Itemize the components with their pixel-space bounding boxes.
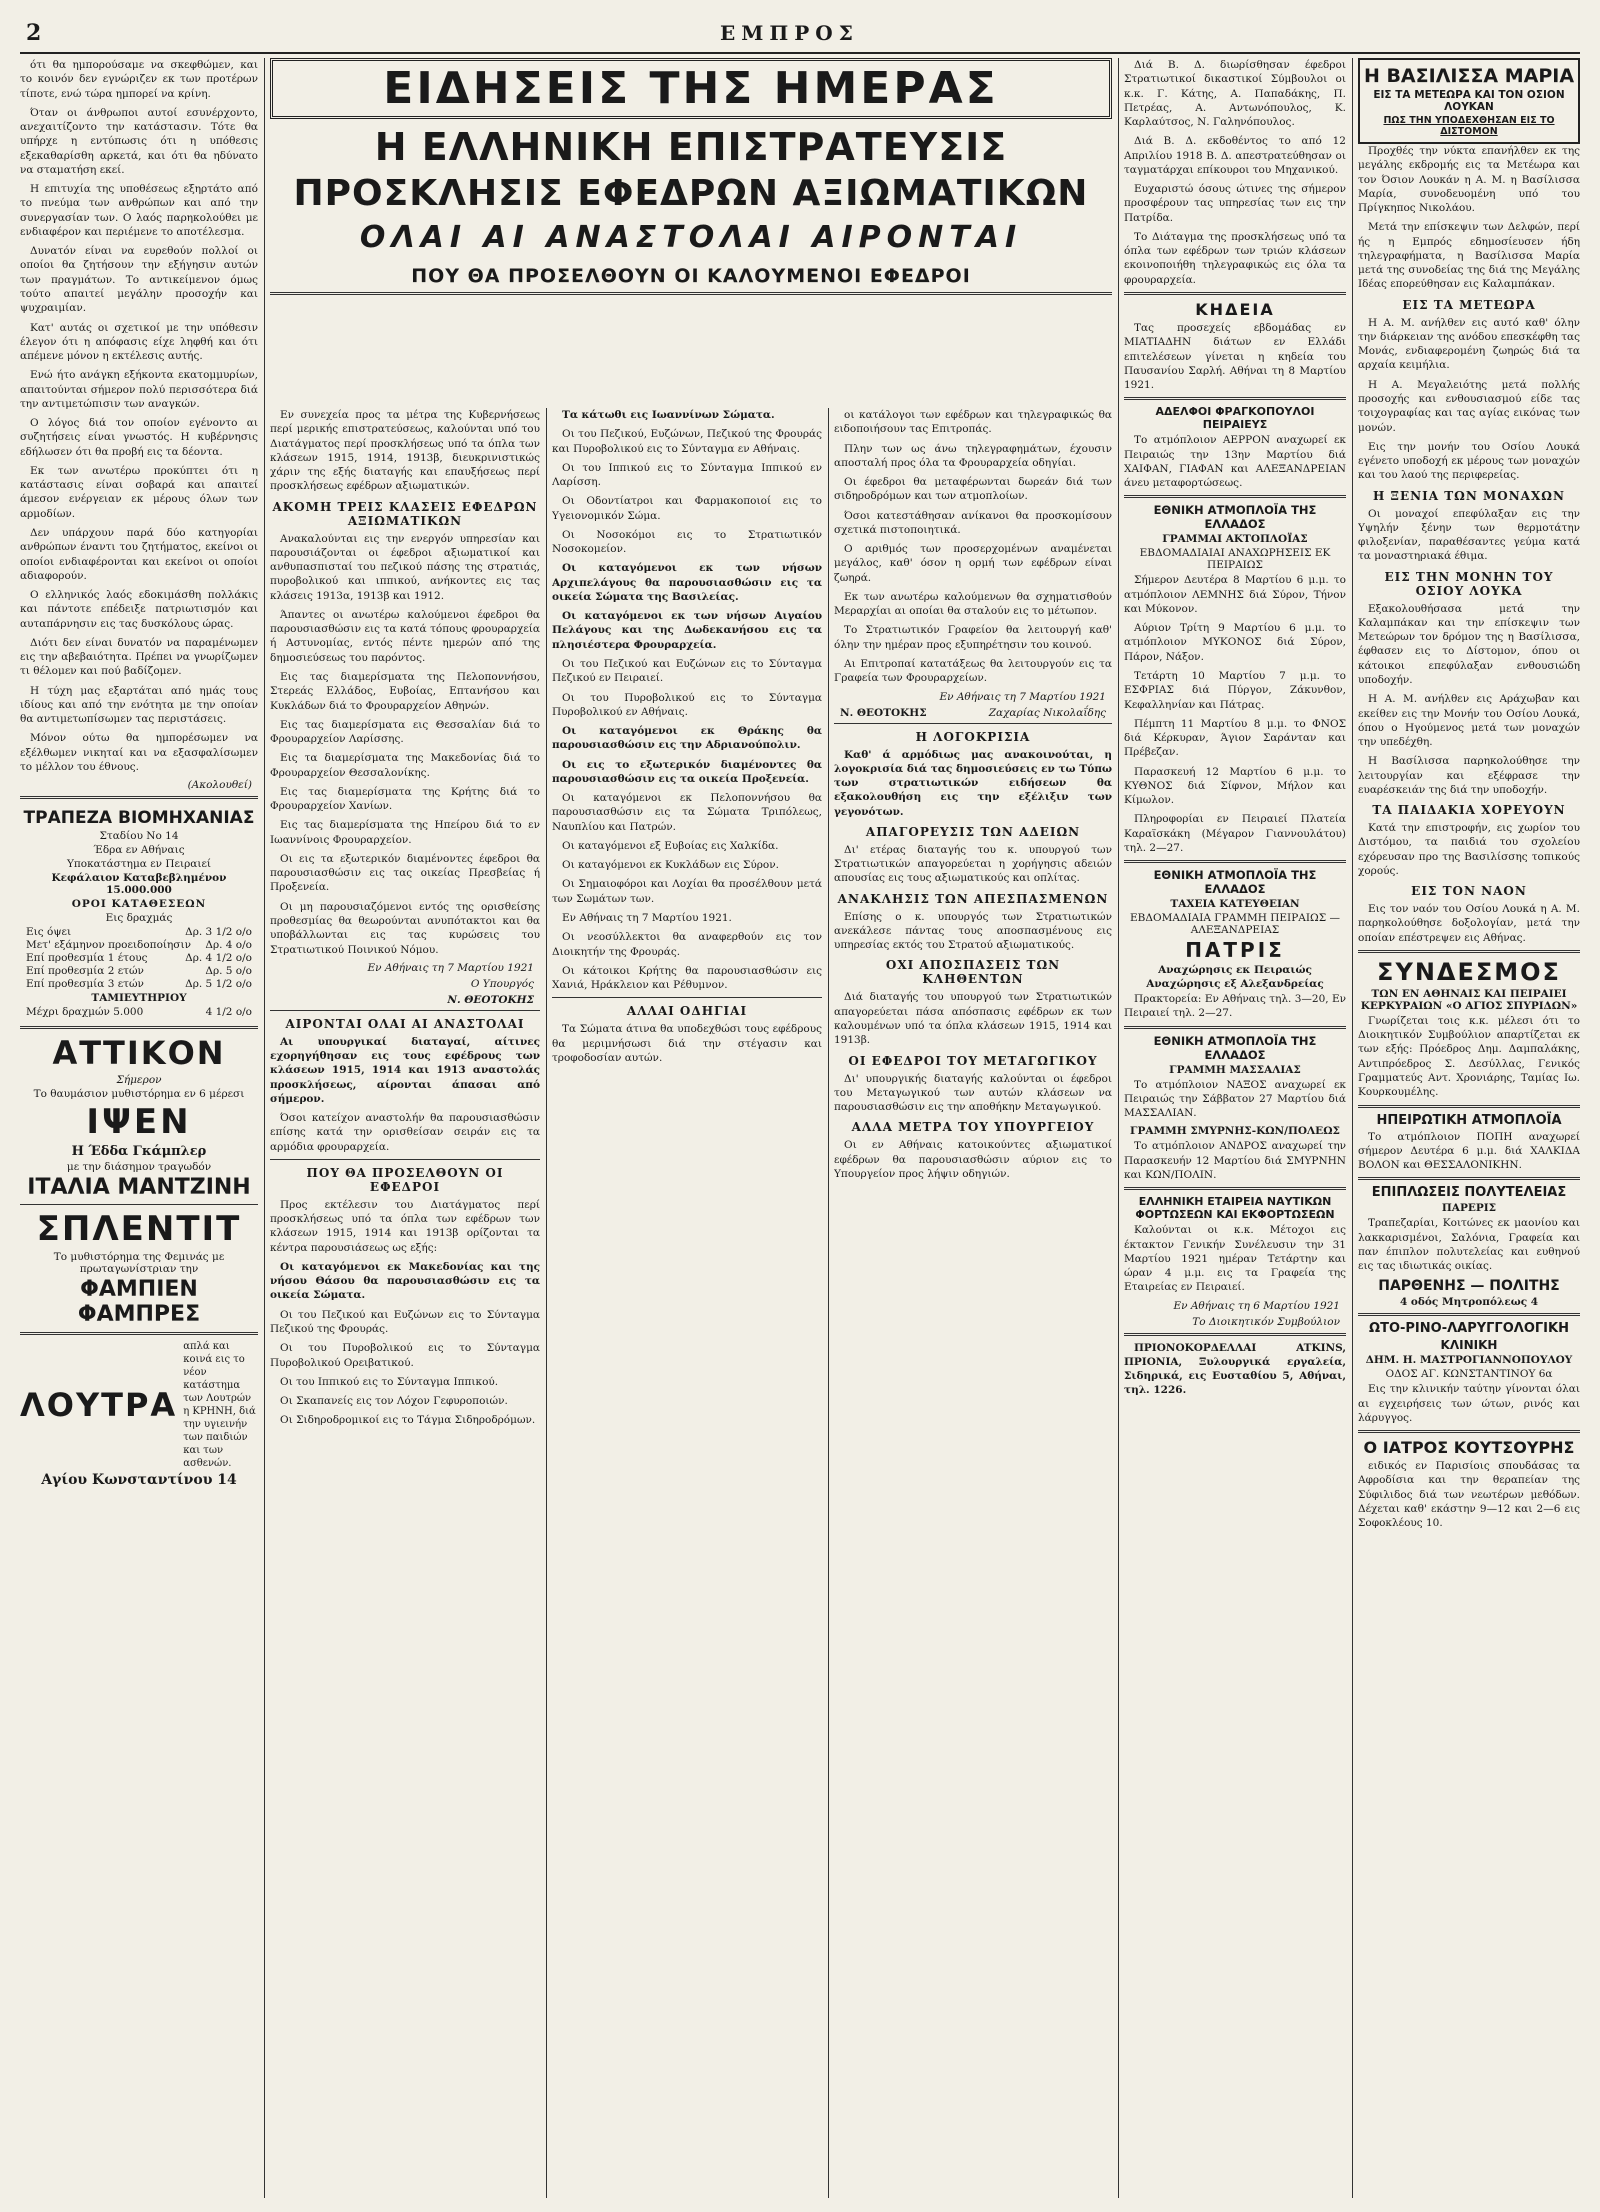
shipping-line-2: ΓΡΑΜΜΗ ΣΜΥΡΝΗΣ-ΚΩΝ/ΠΟΛΕΩΣ <box>1130 1125 1340 1138</box>
deposit-rate-row <box>26 926 252 938</box>
paragraph: Οι μοναχοί επεφύλαξαν εις την Υψηλήν ξένην των θερμοτάτην φιλοξενίαν, παραθέσαντες γεύμα κατά τα μοναστηριακά έθιμα. <box>1358 507 1580 563</box>
continued-note: (Ακολουθεί) <box>187 779 252 792</box>
bank-advertisement <box>20 804 258 1021</box>
divider <box>1124 397 1346 400</box>
column-1 <box>20 58 258 2198</box>
ship-ad-text: Το ατμόπλοιον ΠΟΠΗ αναχωρεί σήμερον Δευτέρα 6 μ.μ. διά ΧΑΛΚΙΔΑ ΒΟΛΟΝ και ΘΕΣΣΑΛΟΝΙΚΗΝ. <box>1358 1130 1580 1172</box>
shipping-notice-4 <box>1124 1034 1346 1183</box>
furniture-subtitle: ΠΑΡΕΡΙΣ <box>1441 1202 1497 1215</box>
divider <box>1124 495 1346 498</box>
divider <box>20 1026 258 1029</box>
deposit-rate-label: Επί προθεσμία 1 έτους <box>26 952 148 965</box>
paragraph: Οι εις τα εξωτερικόν διαμένοντες έφεδροι θα παρουσιασθώσιν εις τας οικείας Πρεσβείας ή Προξενεία. <box>270 852 540 894</box>
divider <box>1124 1333 1346 1336</box>
cinema-advertisement <box>20 1034 258 1327</box>
association-text: Γνωρίζεται τοις κ.κ. μέλεσι ότι το Διοικητικόν Συμβούλιον απαρτίζεται εκ των εξής: Πρόεδρος Δημ. Δαμπαλάκης, Αντιπρόεδρος Σ. Δεσύλλας, Γενικός Γραμματεύς Αντ. Χρονιάρης, Ταμίας Ιω. Κουρκουμέλης. <box>1358 1014 1580 1099</box>
paragraph: Ενώ ήτο ανάγκη εξήκοντα εκατομμυρίων, απαιτούνται σήμερον πολύ περισσότερα διά την αντιμετώπισιν των αναγκών. <box>20 369 258 410</box>
subheading: ΠΟΥ ΘΑ ΠΡΟΣΕΛΘΟΥΝ ΟΙ ΕΦΕΔΡΟΙ <box>306 1165 504 1194</box>
furniture-title: ΕΠΙΠΛΩΣΕΙΣ ΠΟΛΥΤΕΛΕΙΑΣ <box>1371 1185 1567 1201</box>
currency-note: Εις δραχμάς <box>105 912 173 925</box>
column-rule <box>828 408 829 2198</box>
paragraph: Οι Νοσοκόμοι εις το Στρατιωτικόν Νοσοκομείον. <box>552 528 822 556</box>
paragraph: Μετά την επίσκεψιν των Δελφών, περί ής η Εμπρός εδημοσίευσεν ήδη τηλεγραφήματα, η Βασίλισσα Μαρία μετά της συνοδείας της διά της Μεγάλης Ιδέας επορεύθησαν εις Καλαμπάκαν. <box>1358 221 1580 291</box>
lead-intro: με την διάσημον τραγωδόν <box>66 1161 212 1174</box>
film-intro: Το θαυμάσιον μυθιστόρημα εν 6 μέρεσι <box>33 1088 245 1101</box>
deposit-rate-value: Δρ. 5 1/2 ο/ο <box>185 978 252 991</box>
savings-rate-value: 4 1/2 ο/ο <box>205 1006 252 1019</box>
column-5 <box>1124 58 1346 2198</box>
divider <box>1358 1177 1580 1180</box>
shipping-line-2: ΕΒΔΟΜΑΔΙΑΙΑΙ ΑΝΑΧΩΡΗΣΕΙΣ ΕΚ ΠΕΙΡΑΙΩΣ <box>1139 547 1331 572</box>
paragraph: Αι υπουργικαί διαταγαί, αίτινες εχορηγήθησαν εις τους εφέδρους των κλάσεων 1915, 1914 και 1913 αναστολάς προσκλήσεως, αίρονται άπασαι από σήμερον. <box>270 1035 540 1105</box>
paragraph: Ευχαριστώ όσους ώτινες της σήμερον προσφέρουν τας υπηρεσίας των εις την Πατρίδα. <box>1124 183 1346 224</box>
paragraph: Πλην των ως άνω τηλεγραφημάτων, έχουσιν αποσταλή προς όλα τα Φρουραρχεία οδηγίαι. <box>834 442 1112 469</box>
paragraph: Ο ελληνικός λαός εδοκιμάσθη πολλάκις και πάντοτε επέδειξε πατριωτισμόν και αυταπάρνησιν εις τας δυσκόλους ώρας. <box>20 589 258 630</box>
paragraph: Η Α. Μ. ανήλθεν εις Αράχωβαν και εκείθεν εις την Μονήν του Οσίου Λουκά, όπου ο Ηγούμενος μετά των μοναχών την υπεδέχθη. <box>1358 693 1580 749</box>
subheading: ΟΙ ΕΦΕΔΡΟΙ ΤΟΥ ΜΕΤΑΓΩΓΙΚΟΥ <box>848 1053 1098 1068</box>
divider <box>1124 1187 1346 1190</box>
deposit-rates-list <box>22 926 256 990</box>
show-date: Σήμερον <box>116 1074 162 1087</box>
sailing-item: Αύριον Τρίτη 9 Μαρτίου 6 μ.μ. το ατμόπλοιον ΜΥΚΟΝΟΣ διά Σύρον, Πάρον, Νάξον. <box>1124 622 1346 663</box>
doctor-text: ειδικός εν Παρισίοις σπουδάσας τα Αφροδίσια και την θεραπείαν της Σύφιλιδος διά των νεωτέρων μεθόδων. Δέχεται καθ' εκάστην 9—12 και 2—6 εις Σοφοκλέους 10. <box>1358 1460 1580 1530</box>
main-headline-block <box>270 58 1112 403</box>
paragraph: Οι εις το εξωτερικόν διαμένοντες θα παρουσιασθώσιν εις τα οικεία Προξενεία. <box>552 758 822 785</box>
lead-actress-2: ΦΑΜΠΙΕΝ ΦΑΜΠΡΕΣ <box>77 1277 201 1328</box>
column-4 <box>834 408 1112 2198</box>
paragraph: Οι του Πεζικού, Ευζώνων, Πεζικού της Φρουράς και Πυροβολικού εις το Σύνταγμα εν Αθήναις. <box>552 428 822 455</box>
paragraph: Οι του Πεζικού και Ευζώνων εις το Σύνταγμα Πεζικού εν Πειραιεί. <box>552 657 822 685</box>
shipping-contact: Πληροφορίαι εν Πειραιεί Πλατεία Καραϊσκάκη (Μέγαρον Γιαννουλάτου) τηλ. 2—27. <box>1124 813 1346 854</box>
ship-ad-title: ΗΠΕΙΡΩΤΙΚΗ ΑΤΜΟΠΛΟΪΑ <box>1376 1112 1562 1128</box>
funeral-heading: ΚΗΔΕΙΑ <box>1195 299 1275 319</box>
paragraph: Εκ των ανωτέρω καλούμενων θα σχηματισθούν Μεραρχίαι αι οποίαι θα σταλούν εις το μέτωπον. <box>834 590 1112 618</box>
subheading: ΑΛΛΑ ΜΕΤΡΑ ΤΟΥ ΥΠΟΥΡΓΕΙΟΥ <box>851 1120 1095 1135</box>
film-intro-2: Το μυθιστόρημα της Φεμινάς με πρωταγωνίστριαν την <box>53 1251 225 1276</box>
sailing-item: Παρασκευή 12 Μαρτίου 6 μ.μ. το ΚΥΘΝΟΣ διά Σίφνον, Μήλον και Κίμωλον. <box>1124 765 1346 807</box>
paragraph: Οι καταγόμενοι εξ Ευβοίας εις Χαλκίδα. <box>562 839 779 852</box>
clinic-title: ΩΤΟ-ΡΙΝΟ-ΛΑΡΥΓΓΟΛΟΓΙΚΗ <box>1369 1321 1569 1337</box>
paragraph: Το Διάταγμα της προσκλήσεως υπό τα όπλα των εφέδρων των τριών κλάσεων εκοινοποιήθη τηλεγραφικώς εις όλα τα φρουραρχεία. <box>1124 230 1346 286</box>
headline-tertiary: ΟΛΑΙ ΑΙ ΑΝΑΣΤΟΛΑΙ ΑΙΡΟΝΤΑΙ <box>359 220 1023 255</box>
paragraph: Δι' υπουργικής διαταγής καλούνται οι έφεδροι του Μεταγωγικού των αυτών κλάσεων να παρουσιασθώσιν εις την αποθήκην Μεταγωγικού. <box>834 1072 1112 1114</box>
deposit-rate-label: Μετ' εξάμηνον προειδοποίησιν <box>26 939 191 952</box>
secretary-name: Ζαχαρίας Νικολαΐδης <box>988 706 1106 719</box>
shipping-notice-3 <box>1124 868 1346 1021</box>
page-number: 2 <box>26 20 42 46</box>
divider <box>1124 292 1346 295</box>
shipping-text: Το ατμόπλοιον ΑΕΡΡΟΝ αναχωρεί εκ Πειραιώς την 13ην Μαρτίου διά ΧΑΙΦΑΝ, ΓΙΑΦΑΝ και ΑΛΕΞΑΝΔΡΕΙΑΝ άνευ μεταφορτώσεως. <box>1124 434 1346 490</box>
divider <box>1358 950 1580 953</box>
company-notice <box>1124 1195 1346 1327</box>
column-rule <box>546 408 547 2198</box>
venue-name: ΑΤΤΙΚΟΝ <box>52 1034 226 1073</box>
paragraph: Η τύχη μας εξαρτάται από ημάς τους ιδίους και από την ενότητα με την οποίαν θα αντιμετωπίσωμεν τας περιστάσεις. <box>20 684 258 726</box>
signature-row <box>840 707 1106 719</box>
deposit-rate-label: Επί προθεσμία 2 ετών <box>26 965 144 978</box>
clinic-text: Εις την κλινικήν ταύτην γίνονται όλαι αι εγχειρήσεις των ώτων, ρινός και λάρυγγος. <box>1358 1383 1580 1424</box>
paragraph: Η Α. Μεγαλειότης μετά πολλής προσοχής και ενθουσιασμού είδε τας τοιχογραφίας και τας αγίας εικόνας των μονών. <box>1358 378 1580 434</box>
divider <box>270 292 1112 295</box>
ship-advertisement <box>1358 1113 1580 1173</box>
paragraph: Οι καταγόμενοι εκ Θράκης θα παρουσιασθώσιν εις την Αδριανούπολιν. <box>552 725 822 752</box>
paragraph: Οι του Πυροβολικού εις το Σύνταγμα Πυροβολικού Ορειβατικού. <box>270 1342 540 1369</box>
paragraph: ότι θα ημπορούσαμε να σκεφθώμεν, και το κοινόν δεν εγνώριζεν εκ των προτέρων τίποτε, ενώ τώρα ημπορεί να κρίνη. <box>20 59 258 100</box>
paragraph: Οι Σκαπανείς εις τον Λόχον Γεφυροποιών. <box>280 1395 508 1408</box>
paragraph: Οι του Ιππικού εις το Σύνταγμα Ιππικού εν Λαρίσση. <box>552 461 822 489</box>
paragraph: Όσοι κατείχον αναστολήν θα παρουσιασθώσιν επίσης κατά την ορισθείσαν σειράν εις τα αρμόδια φρουραρχεία. <box>270 1112 540 1153</box>
subheading: Η ΛΟΓΟΚΡΙΣΙΑ <box>915 729 1031 744</box>
clinic-doctor: ΔΗΜ. Η. ΜΑΣΤΡΟΓΙΑΝΝΟΠΟΥΛΟΥ <box>1365 1354 1573 1367</box>
column-2 <box>270 408 540 2198</box>
paragraph: Επίσης ο κ. υπουργός των Στρατιωτικών ανεκάλεσε πάντας τους αποσπασμένους εις υπηρεσίας εκτός του Στρατού αξιωματικούς. <box>834 910 1112 952</box>
headline-secondary: ΠΡΟΣΚΛΗΣΙΣ ΕΦΕΔΡΩΝ ΑΞΙΩΜΑΤΙΚΩΝ <box>293 173 1089 214</box>
headline-primary: Η ΕΛΛΗΝΙΚΗ ΕΠΙΣΤΡΑΤΕΥΣΙΣ <box>374 125 1008 169</box>
deposit-rate-row <box>26 952 252 964</box>
subheading: ΑΙΡΟΝΤΑΙ ΟΛΑΙ ΑΙ ΑΝΑΣΤΟΛΑΙ <box>285 1016 525 1031</box>
paragraph: Όσοι κατεστάθησαν ανίκανοι θα προσκομίσουν σχετικά πιστοποιητικά. <box>834 509 1112 536</box>
paragraph: Οι καταγόμενοι εκ Πελοποννήσου θα παρουσιασθώσιν εις τα Σώματα Τριπόλεως, Ναυπλίου και Πατρών. <box>552 792 822 833</box>
shipping-heading: ΑΔΕΛΦΟΙ ΦΡΑΓΚΟΠΟΥΛΟΙ ΠΕΙΡΑΙΕΥΣ <box>1155 405 1315 432</box>
sailing-item: Τετάρτη 10 Μαρτίου 7 μ.μ. το ΕΣΦΡΙΑΣ διά Πύργον, Ζάκυνθον, Κεφαλληνίαν και Πάτρας. <box>1124 669 1346 711</box>
paragraph: Εξακολουθήσασα μετά την Καλαμπάκαν και την επίσκεψιν των Μετεώρων τον δρόμον της η Βασίλισσα, έφθασεν εις το Δίστομον, όπου οι κάτοικοι επεφύλαξαν ενθουσιώδη υποδοχήν. <box>1358 602 1580 686</box>
clinic-subtitle: ΚΛΙΝΙΚΗ <box>1440 1338 1498 1353</box>
lead-actress: ΙΤΑΛΙΑ ΜΑΝΤΖΙΝΗ <box>27 1175 251 1201</box>
paragraph: Άπαντες οι ανωτέρω καλούμενοι έφεδροι θα παρουσιασθώσιν εις τα κατά τόπους φρουραρχεία ή Αστυνομίας, εντός πέντε ημερών από της δημοσιεύσεως του παρόντος. <box>270 608 540 664</box>
paragraph: Όταν οι άνθρωποι αυτοί εσυνέρχοντο, ανεχαιτίζοντο την κατάστασιν. Τότε θα υπήρχε η εντύπωσις ότι η υπόθεσις εξεκαθαρίσθη αρκετά, και ότι θα ηδύνατο να σταματήση εκεί. <box>20 106 258 176</box>
paragraph: Καθ' ά αρμόδιως μας ανακοινούται, η λογοκρισία διά τας δημοσιεύσεις εν τω Τύπω των στρατιωτικών ειδήσεων θα εξακολουθήση εις την εξέλιξιν των γεγονότων. <box>834 748 1112 818</box>
shipping-heading: ΕΘΝΙΚΗ ΑΤΜΟΠΛΟΪΑ ΤΗΣ ΕΛΛΑΔΟΣ <box>1153 868 1317 897</box>
paragraph: Δι' ετέρας διαταγής του κ. υπουργού των Στρατιωτικών απαγορεύεται η χορήγησις αδειών απουσίας εις τους αξιωματικούς και οπλίτας. <box>834 843 1112 885</box>
paragraph: Οι έφεδροι θα μεταφέρωνται δωρεάν διά των σιδηροδρόμων και των ατμοπλοίων. <box>834 476 1112 503</box>
paragraph: Διά Β. Δ. διωρίσθησαν έφεδροι Στρατιωτικοί δικαστικοί Σύμβουλοι οι κ.κ. Γ. Κάτης, Α. Παπαδάκης, Π. Πετρέας, Α. Αντωνόπουλος, Κ. Καρλαύτσος, Ν. Γαληνόπουλος. <box>1124 59 1346 129</box>
paragraph: Οι καταγόμενοι εκ των νήσων Αιγαίου Πελάγους και της Δωδεκανήσου εις τα πλησιέστερα Φρουραρχεία. <box>552 610 822 651</box>
shipping-contact: Πρακτορεία: Εν Αθήναις τηλ. 3—20, Εν Πειραιεί τηλ. 2—27. <box>1124 993 1346 1020</box>
minister-name: Ν. ΘΕΟΤΟΚΗΣ <box>447 993 534 1006</box>
divider <box>834 723 1112 724</box>
shipping-heading: ΕΘΝΙΚΗ ΑΤΜΟΠΛΟΪΑ ΤΗΣ ΕΛΛΑΔΟΣ <box>1153 1033 1317 1062</box>
shipping-notice-1 <box>1124 405 1346 490</box>
subheading: ΕΙΣ ΤΟΝ ΝΑΟΝ <box>1411 884 1527 899</box>
divider <box>20 796 258 799</box>
company-heading: ΕΛΛΗΝΙΚΗ ΕΤΑΙΡΕΙΑ ΝΑΥΤΙΚΩΝ ΦΟΡΤΩΣΕΩΝ ΚΑΙ ΕΚΦΟΡΤΩΣΕΩΝ <box>1135 1195 1335 1222</box>
paragraph: Διά διαταγής του υπουργού των Στρατιωτικών απαγορεύεται πάσα απόσπασις εφέδρων εκ των καλουμένων υπό τα όπλα κλάσεων 1915, 1914 και 1913β. <box>834 991 1112 1047</box>
clinic-advertisement <box>1358 1321 1580 1425</box>
paragraph: Εις τας διαμερίσματα της Πελοποννήσου, Στερεάς Ελλάδος, Ευβοίας, Επτανήσου και Κυκλάδων διά το Φρουραρχείον Αθηνών. <box>270 670 540 712</box>
clinic-address: ΟΔΟΣ ΑΓ. ΚΩΝΣΤΑΝΤΙΝΟΥ 6α <box>1385 1368 1553 1381</box>
paragraph: Οι εν Αθήναις κατοικούντες αξιωματικοί εφέδρων θα παρουσιασθώσιν αύριον εις το Υπουργείον προς λήψιν οδηγιών. <box>834 1139 1112 1180</box>
paragraph: Δεν υπάρχουν παρά δύο κατηγορίαι ανθρώπων έναντι του ζητήματος, εκείνοι οι οποίοι ενδιαφέρονται και εκείνοι οι οποίοι αδιαφορούν. <box>20 526 258 582</box>
doctor-advertisement <box>1358 1438 1580 1530</box>
association-subtitle: ΤΩΝ ΕΝ ΑΘΗΝΑΙΣ ΚΑΙ ΠΕΙΡΑΙΕΙ ΚΕΡΚΥΡΑΙΩΝ «Ο ΑΓΙΟΣ ΣΠΥΡΙΔΩΝ» <box>1360 987 1578 1012</box>
paragraph: Οι μη παρουσιαζόμενοι εντός της ορισθείσης προθεσμίας θα θεωρούνται ανυπότακτοι και θα υποβάλλωνται εις τας κυρώσεις του Στρατιωτικού Ποινικού Νόμου. <box>270 900 540 956</box>
divider <box>270 1010 540 1011</box>
paragraph: Εις τον ναόν του Οσίου Λουκά η Α. Μ. παρηκολούθησε δοξολογίαν, μετά την οποίαν επέστρεψεν εις Αθήνας. <box>1358 903 1580 944</box>
paragraph: Μόνον ούτω θα ημπορέσωμεν να εξέλθωμεν νικηταί και να εξασφαλίσωμεν το μέλλον του έθνους. <box>20 732 258 773</box>
venue-name-2: ΣΠΛΕΝΤΙΤ <box>36 1209 242 1250</box>
paragraph: Εις τας διαμερίσματα της Ηπείρου διά το εν Ιωαννίνοις Φρουραρχείον. <box>270 819 540 846</box>
paragraph: Οι Σιδηροδρομικοί εις το Τάγμα Σιδηροδρόμων. <box>280 1414 536 1427</box>
association-title: ΣΥΝΔΕΣΜΟΣ <box>1377 957 1561 986</box>
bank-title: ΤΡΑΠΕΖΑ ΒΙΟΜΗΧΑΝΙΑΣ <box>23 808 255 829</box>
paragraph: Οι νεοσύλλεκτοι θα αναφερθούν εις τον Διοικητήν της Φρουράς. <box>552 931 822 958</box>
subheading: ΑΠΑΓΟΡΕΥΣΙΣ ΤΩΝ ΑΔΕΙΩΝ <box>865 824 1081 839</box>
paragraph: Οι Σημαιοφόροι και Λοχίαι θα προσέλθουν μετά των Σωμάτων των. <box>552 878 822 905</box>
paragraph: Εκ των ανωτέρω προκύπτει ότι η κατάστασις είναι σοβαρά και απαιτεί άμεσον ενέργειαν εκ μέρους όλων των αρμοδίων. <box>20 464 258 520</box>
paragraph: Τα Σώματα άτινα θα υποδεχθώσι τους εφέδρους θα μεριμνήσωσι διά την στέγασιν και τροφοδοσίαν αυτών. <box>552 1023 822 1064</box>
paragraph: Οι καταγόμενοι εκ των νήσων Αρχιπελάγους θα παρουσιασθώσιν εις τα οικεία Σώματα της Βασιλείας. <box>552 562 822 603</box>
bank-capital: Κεφάλαιον Καταβεβλημένον 15.000.000 <box>51 872 227 897</box>
sailing-item: Πέμπτη 11 Μαρτίου 8 μ.μ. το ΦΝΟΣ διά Κέρκυραν, Άγιον Σαράνταν και Πρέβεζαν. <box>1124 717 1346 759</box>
paragraph: Οι του Πυροβολικού εις το Σύνταγμα Πυροβολικού εν Αθήναις. <box>552 691 822 718</box>
paragraph: Αι Επιτροπαί κατατάξεως θα λειτουργούν εις τα Γραφεία των Φρουραρχείων. <box>834 657 1112 685</box>
column-rule <box>1352 58 1353 2198</box>
dateline: Εν Αθήναις τη 7 Μαρτίου 1921 <box>367 961 534 974</box>
article-title: Η ΒΑΣΙΛΙΣΣΑ ΜΑΡΙΑ <box>1363 65 1575 87</box>
furniture-text: Τραπεζαρίαι, Κοιτώνες εκ μαονίου και λακκαρισμένοι, Σαλόνια, Γραφεία και παν έπιπλον πολυτελείας και ευθηνού εις τας ιδιωτικάς οικίας. <box>1358 1217 1580 1273</box>
paragraph: Προς εκτέλεσιν του Διατάγματος περί προσκλήσεως υπό τα όπλα των εφέδρων των κλάσεων 1915, 1914 και 1913β ορίζονται τα κέντρα παρουσιάσεως ως εξής: <box>270 1198 540 1254</box>
paragraph: Το Στρατιωτικόν Γραφείον θα λειτουργή καθ' όλην την ημέραν προς εξυπηρέτησιν του κοινού. <box>834 624 1112 651</box>
deposit-rate-row <box>26 978 252 990</box>
paragraph: Ο λόγος διά τον οποίον εγένοντο αι συζητήσεις είναι γνωστός. Η κυβέρνησις εδήλωσεν ότι θα προβή εις τα δέοντα. <box>20 417 258 458</box>
sailing-item: Σήμερον Δευτέρα 8 Μαρτίου 6 μ.μ. το ατμόπλοιον ΛΕΜΝΗΣ διά Σύρον, Τήνον και Μύκονον. <box>1124 574 1346 615</box>
baths-title: ΛΟΥΤΡΑ <box>20 1386 178 1425</box>
column-6 <box>1358 58 1580 2198</box>
subheading: ΤΑ ΠΑΙΔΑΚΙΑ ΧΟΡΕΥΟΥΝ <box>1372 803 1566 818</box>
queen-article-head <box>1358 58 1580 144</box>
paragraph: Εις τας διαμερίσματα της Κρήτης διά το Φρουραρχείον Χανίων. <box>270 785 540 813</box>
subheading: ΑΛΛΑΙ ΟΔΗΓΙΑΙ <box>626 1004 748 1019</box>
departure-alexandria: Αναχώρησις εξ Αλεξανδρείας <box>1146 978 1324 991</box>
film-title: ΙΨΕΝ <box>86 1102 192 1143</box>
paragraph: Η Α. Μ. ανήλθεν εις αυτό καθ' όλην την διάρκειαν της ανόδου επεσκέφθη τας Μονάς, ενδιαφερομένη ζωηρώς διά τα αρχαία κειμήλια. <box>1358 316 1580 372</box>
divider <box>1124 1026 1346 1029</box>
tools-advertisement: ΠΡΙΟΝΟΚΟΡΔΕΛΛΑΙ ATKINS, ΠΡΙΟΝΙΑ, Ξυλουργικά εργαλεία, Σιδηρικά, εις Ευσταθίου 5, Αθήναι, τηλ. 1226. <box>1124 1341 1346 1397</box>
paragraph: Εις την μονήν του Οσίου Λουκά εγένετο υποδοχή εκ μέρους των μοναχών και του λαού της περιφερείας. <box>1358 440 1580 482</box>
paragraph: Εις τας διαμερίσματα εις Θεσσαλίαν διά το Φρουραρχείον Λαρίσσης. <box>270 718 540 746</box>
paragraph: Προχθές την νύκτα επανήλθεν εκ της μεγάλης εκδρομής εις τα Μετέωρα και τον Όσιον Λουκάν η Α. Μ. η Βασίλισσα Μαρία, συνοδευομένη υπό του Πρίγκηπος Νικολάου. <box>1358 145 1580 215</box>
paragraph: Ανακαλούνται εις την ενεργόν υπηρεσίαν και παρουσιάζονται οι έφεδροι αξιωματικοί και ανθυπασπισταί του πεζικού πάσης της στρατιάς, πυροβολικού και ιππικού, ανήκοντες εις τας κλάσεις 1913α, 1913β και 1912. <box>270 532 540 602</box>
column-3 <box>552 408 822 2198</box>
divider <box>20 1332 258 1335</box>
ship-name: ΠΑΤΡΙΣ <box>1185 938 1285 963</box>
paragraph: Εν Αθήναις τη 7 Μαρτίου 1921. <box>562 911 732 924</box>
bank-address: Σταδίου Νο 14 <box>99 830 179 843</box>
deposit-rate-label: Επί προθεσμία 3 ετών <box>26 978 144 991</box>
subheading: ΑΚΟΜΗ ΤΡΕΙΣ ΚΛΑΣΕΙΣ ΕΦΕΔΡΩΝ ΑΞΙΩΜΑΤΙΚΩΝ <box>272 499 538 528</box>
paragraph: Οι κάτοικοι Κρήτης θα παρουσιασθώσιν εις Χανιά, Ηράκλειον και Ρέθυμνον. <box>552 964 822 992</box>
company-text: Καλούνται οι κ.κ. Μέτοχοι εις έκτακτον Γενικήν Συνέλευσιν την 31 Μαρτίου 1921 ημέραν Τετάρτην και ώραν 4 μ.μ. εις τα Γραφεία της Εταιρείας εν Πειραιεί. <box>1124 1224 1346 1294</box>
departure-piraeus: Αναχώρησις εκ Πειραιώς <box>1158 964 1312 977</box>
paragraph: Η επιτυχία της υποθέσεως εξηρτάτο από το πνεύμα των ανθρώπων και από την συνεργασίαν των. Ο λαός παρηκολούθει με ενδιαφέρον και περιέμενε το αποτέλεσμα. <box>20 183 258 238</box>
subheading: ΑΝΑΚΛΗΣΙΣ ΤΩΝ ΑΠΕΣΠΑΣΜΕΝΩΝ <box>837 891 1109 906</box>
paragraph: Οι του Ιππικού εις το Σύνταγμα Ιππικού. <box>280 1375 499 1388</box>
company-date: Εν Αθήναις τη 6 Μαρτίου 1921 <box>1173 1299 1340 1312</box>
newspaper-page <box>20 18 1580 2198</box>
shipping-text: Το ατμόπλοιον ΝΑΞΟΣ αναχωρεί εκ Πειραιώς την Σάββατον 27 Μαρτίου διά ΜΑΣΣΑΛΙΑΝ. <box>1124 1078 1346 1120</box>
furniture-brand: ΠΑΡΘΕΝΗΣ — ΠΟΛΙΤΗΣ <box>1378 1278 1560 1295</box>
film-subtitle: Η Έδδα Γκάμπλερ <box>71 1144 207 1160</box>
deposit-rate-row <box>26 939 252 951</box>
divider <box>1358 1430 1580 1433</box>
article-subtitle: ΕΙΣ ΤΑ ΜΕΤΕΩΡΑ ΚΑΙ ΤΟΝ ΟΣΙΟΝ ΛΟΥΚΑΝ <box>1373 89 1565 113</box>
shipping-text-2: Το ατμόπλοιον ΑΝΔΡΟΣ αναχωρεί την Παρασκευήν 12 Μαρτίου διά ΣΜΥΡΝΗΝ και ΚΩΝ/ΠΟΛΙΝ. <box>1124 1140 1346 1182</box>
paragraph: Οι του Πεζικού και Ευζώνων εις το Σύνταγμα Πεζικού της Φρουράς. <box>270 1308 540 1336</box>
divider <box>1358 1105 1580 1108</box>
headline-deck: ΠΟΥ ΘΑ ΠΡΟΣΕΛΘΟΥΝ ΟΙ ΚΑΛΟΥΜΕΝΟΙ ΕΦΕΔΡΟΙ <box>411 265 971 287</box>
savings-rate-label: Μέχρι δραχμών 5.000 <box>26 1006 144 1019</box>
company-signature: Το Διοικητικόν Συμβούλιον <box>1192 1315 1340 1328</box>
paragraph: Τα κάτωθι εις Ιωαννίνων Σώματα. <box>562 409 775 421</box>
furniture-advertisement <box>1358 1185 1580 1308</box>
shipping-line: ΤΑΧΕΙΑ ΚΑΤΕΥΘΕΙΑΝ <box>1170 898 1300 911</box>
deposit-rate-value: Δρ. 3 1/2 ο/ο <box>185 926 252 939</box>
bank-seat: Έδρα εν Αθήναις <box>93 844 185 857</box>
shipping-line: ΓΡΑΜΜΑΙ ΑΚΤΟΠΛΟΪΑΣ <box>1162 533 1308 546</box>
divider <box>1124 860 1346 863</box>
paragraph: Διά Β. Δ. εκδοθέντος το από 12 Απριλίου 1918 Β. Δ. απεστρατεύθησαν οι ταγματάρχαι επίκουροι του Μηχανικού. <box>1124 135 1346 176</box>
paper-name: ΕΜΠΡΟΣ <box>720 21 859 45</box>
subheading: ΕΙΣ ΤΑ ΜΕΤΕΩΡΑ <box>1402 297 1536 312</box>
baths-advertisement <box>20 1340 258 1488</box>
furniture-address: 4 οδός Μητροπόλεως 4 <box>1399 1296 1539 1309</box>
deposit-rate-row <box>26 965 252 977</box>
masthead <box>20 18 1580 54</box>
paragraph: Διότι δεν είναι δυνατόν να παραμένωμεν εις την αβεβαιότητα. Πρέπει να γνωρίζωμεν τι θέλομεν και πού βαδίζομεν. <box>20 636 258 678</box>
deposit-rate-value: Δρ. 4 ο/ο <box>205 939 252 952</box>
paragraph: Οι καταγόμενοι εκ Μακεδονίας και της νήσου Θάσου θα παρουσιασθώσιν εις τα οικεία Σώματα. <box>270 1260 540 1302</box>
doctor-title: Ο ΙΑΤΡΟΣ ΚΟΥΤΣΟΥΡΗΣ <box>1363 1438 1575 1458</box>
paragraph: οι κατάλογοι των εφέδρων και τηλεγραφικώς θα ειδοποιήσουν τας Επιτροπάς. <box>834 409 1112 436</box>
shipping-line-2: ΕΒΔΟΜΑΔΙΑΙΑ ΓΡΑΜΜΗ ΠΕΙΡΑΙΩΣ — ΑΛΕΞΑΝΔΡΕΙΑΣ <box>1130 912 1340 937</box>
baths-body: απλά και κοινά εις το νέον κατάστημα των Λουτρών η ΚΡΗΝΗ, διά την υγιεινήν των παιδιών και των ασθενών. <box>183 1341 256 1470</box>
column-rule <box>1118 58 1119 2198</box>
subheading: ΟΧΙ ΑΠΟΣΠΑΣΕΙΣ ΤΩΝ ΚΛΗΘΕΝΤΩΝ <box>885 958 1061 987</box>
funeral-notice: Τας προσεχείς εβδομάδας εν ΜΙΑΤΙΑΔΗΝ διάτων εν Ελλάδι επιτελέσεων γίνεται η κηδεία του Παυσανίου Σαρλή. Αθήναι τη 8 Μαρτίου 1921. <box>1124 321 1346 392</box>
divider <box>270 1159 540 1160</box>
article-continued <box>20 58 258 791</box>
article-deck: ΠΩΣ ΤΗΝ ΥΠΟΔΕΧΘΗΣΑΝ ΕΙΣ ΤΟ ΔΙΣΤΟΜΟΝ <box>1383 115 1555 137</box>
paragraph: Κατά την επιστροφήν, εις χωρίον του Διστόμου, τα παιδιά του σχολείου εχόρευσαν προ της Βασιλίσσης τοπικούς χορούς. <box>1358 822 1580 877</box>
baths-address: Αγίου Κωνσταντίνου 14 <box>41 1472 237 1489</box>
shipping-notice-2 <box>1124 503 1346 855</box>
paragraph: Οι Οδοντίατροι και Φαρμακοποιοί εις το Υγειονομικόν Σώμα. <box>552 495 822 522</box>
paragraph: Δυνατόν είναι να ευρεθούν πολλοί οι οποίοι θα ζητήσουν την εξήγησιν αυτών των πραγμάτων. Το αντικείμενον όμως τούτο απαιτεί μεγάλην προσοχήν και ψυχραιμίαν. <box>20 245 258 315</box>
deposit-terms-heading: ΟΡΟΙ ΚΑΤΑΘΕΣΕΩΝ <box>71 898 207 911</box>
divider <box>1358 1313 1580 1316</box>
deposit-rate-label: Εις όψει <box>26 926 72 939</box>
paragraph: Ο αριθμός των προσερχομένων αναμένεται μεγάλος, καθ' όσον η ορμή των εφέδρων είναι ζωηρά. <box>834 543 1112 584</box>
minister-title: Ο Υπουργός <box>470 977 534 990</box>
shipping-heading: ΕΘΝΙΚΗ ΑΤΜΟΠΛΟΪΑ ΤΗΣ ΕΛΛΑΔΟΣ <box>1153 503 1317 532</box>
paragraph: Εν συνεχεία προς τα μέτρα της Κυβερνήσεως περί μερικής επιστρατεύσεως, καλούνται υπό του Διατάγματος περί προσκλήσεως υπό τα όπλα των κλάσεων 1915, 1914, 1913β, διευκρινιστικώς χάριν της εξής διαταγής και επαυξήσεως περί προσκλήσεως εφέδρων αξιωματικών. <box>270 409 540 493</box>
paragraph: Οι καταγόμενοι εκ Κυκλάδων εις Σύρον. <box>562 859 779 872</box>
deposit-rate-value: Δρ. 5 ο/ο <box>205 965 252 978</box>
dateline: Εν Αθήναις τη 7 Μαρτίου 1921 <box>939 690 1106 703</box>
bank-branch: Υποκατάστημα εν Πειραιεί <box>66 858 212 871</box>
minister-name: Ν. ΘΕΟΤΟΚΗΣ <box>840 706 927 719</box>
subheading: ΕΙΣ ΤΗΝ ΜΟΝΗΝ ΤΟΥ ΟΣΙΟΥ ΛΟΥΚΑ <box>1384 569 1554 598</box>
subheading: Η ΞΕΝΙΑ ΤΩΝ ΜΟΝΑΧΩΝ <box>1373 488 1565 503</box>
association-notice <box>1358 958 1580 1100</box>
paragraph: Κατ' αυτάς οι σχετικοί με την υπόθεσιν έλεγον ότι η απόφασις είχε ληφθή και ότι απέμενε μόνον η εκτέλεσις αυτής. <box>20 321 258 363</box>
paragraph: Εις τα διαμερίσματα της Μακεδονίας διά το Φρουραρχείον Θεσσαλονίκης. <box>270 752 540 779</box>
savings-rate-row <box>26 1006 252 1018</box>
column-rule <box>264 58 265 2198</box>
savings-heading: ΤΑΜΙΕΥΤΗΡΙΟΥ <box>91 992 187 1005</box>
section-banner: ΕΙΔΗΣΕΙΣ ΤΗΣ ΗΜΕΡΑΣ <box>270 58 1112 119</box>
paragraph: Η Βασίλισσα παρηκολούθησε την λειτουργίαν και εξέφρασε την ευαρέσκειάν της διά την υποδοχήν. <box>1358 755 1580 796</box>
divider <box>552 997 822 998</box>
shipping-line: ΓΡΑΜΜΗ ΜΑΣΣΑΛΙΑΣ <box>1169 1063 1301 1076</box>
divider <box>20 1204 258 1205</box>
deposit-rate-value: Δρ. 4 1/2 ο/ο <box>185 952 252 965</box>
